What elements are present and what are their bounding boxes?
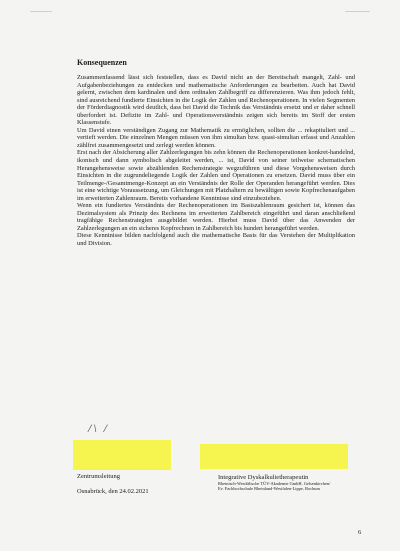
affiliation-line: Ev. Fachhochschule Rheinland-Westfalen-Lippe, Bochum [218,486,320,492]
paragraph: Wenn ein fundiertes Verständnis der Rechenoperationen im Basiszahlenraum gesichert ist, können das Dezimalsystem als Prinzip des Rechnens im erweiterten Zahlbereich eingeführt und daran anschließend tragfähige Rechenstrategien ausgebildet werden. Hierbei muss David über das Anwenden der Zahlzerlegungen an ein sicheres Kopfrechnen in Zahlbereich bis hundert herangeführt werden. [77,202,355,232]
section-heading: Konsequenzen [77,58,127,67]
signature-redaction-right [200,444,348,469]
affiliation-line: Rheinisch-Westfälische TÜV-Akademie GmbH, Gelsenkirchen/ [218,481,331,486]
scan-artifact [345,11,370,12]
signature-redaction-left [73,440,171,470]
page-number: 6 [358,529,362,536]
signature-right-label: Integrative Dyskalkulietherapeutin [218,474,309,481]
paragraph: Um David einen verständigen Zugang zur Mathematik zu ermöglichen, sollten die ... rekapituliert und ... vertieft werden. Die einzelnen Mengen müssen von ihm simultan bzw. quasi-simultan erfasst und Anzahlen zählfrei zusammengesetzt und zerlegt werden können. [77,126,355,149]
signature-scribble: /\ / [88,421,110,435]
paragraph: Zusammenfassend lässt sich feststellen, dass es David nicht an der Bereitschaft mangelt, Zahl- und Aufgabenbeziehungen zu entdecken und mathematische Anforderungen zu bearbeiten. Auch hat David gelernt, zwischen dem kardinalen und dem ordinalen Zahlbegriff zu differenzieren. Was ihm jedoch fehlt, sind ausreichend fundierte Einsichten in die Logik der Zahlen und Rechenoperationen. In vielen Segmenten der Förderdiagnostik wird deutlich, dass bei David die Technik das Verständnis ersetzt und er daher schnell überfordert ist. Defizite im Zahl- und Operationsverständnis zeigen sich bereits im Stoff der ersten Klassenstufe. [77,74,355,127]
place-date: Osnabrück, den 24.02.2021 [77,488,149,495]
paragraph: Diese Kenntnisse bilden nachfolgend auch die mathematische Basis für das Verstehen der Multiplikation und Division. [77,232,355,248]
body-text [77,74,355,248]
signature-left-label: Zentrumsleitung [77,473,120,480]
paragraph: Erst nach der Absicherung aller Zahlzerlegungen bis zehn können die Rechenoperationen konkret-handelnd, ikonisch und dann symbolisch abgeleitet werden, ... ist, David von seiner teilweise schematischen Herangehensweise sowie abzählenden Rechenstrategie wegzuführen und diese Vorgehensweisen durch Einsichten in die zugrundeliegende Logik der Zahlen und Operationen zu ersetzen. David muss über ein Teilmenge-/Gesamtmenge-Konzept an ein Verständnis der Rolle der Operanden herangeführt werden. Dies ist eine wichtige Voraussetzung, um Gleichungen mit Platzhaltern zu bewältigen sowie Kopfrechenaufgaben im erweiterten Zahlenraum. Bereits vorhandene Kenntnisse sind einzubeziehen. [77,149,355,202]
scan-artifact [30,11,52,12]
signature-right-affiliation [218,481,330,492]
